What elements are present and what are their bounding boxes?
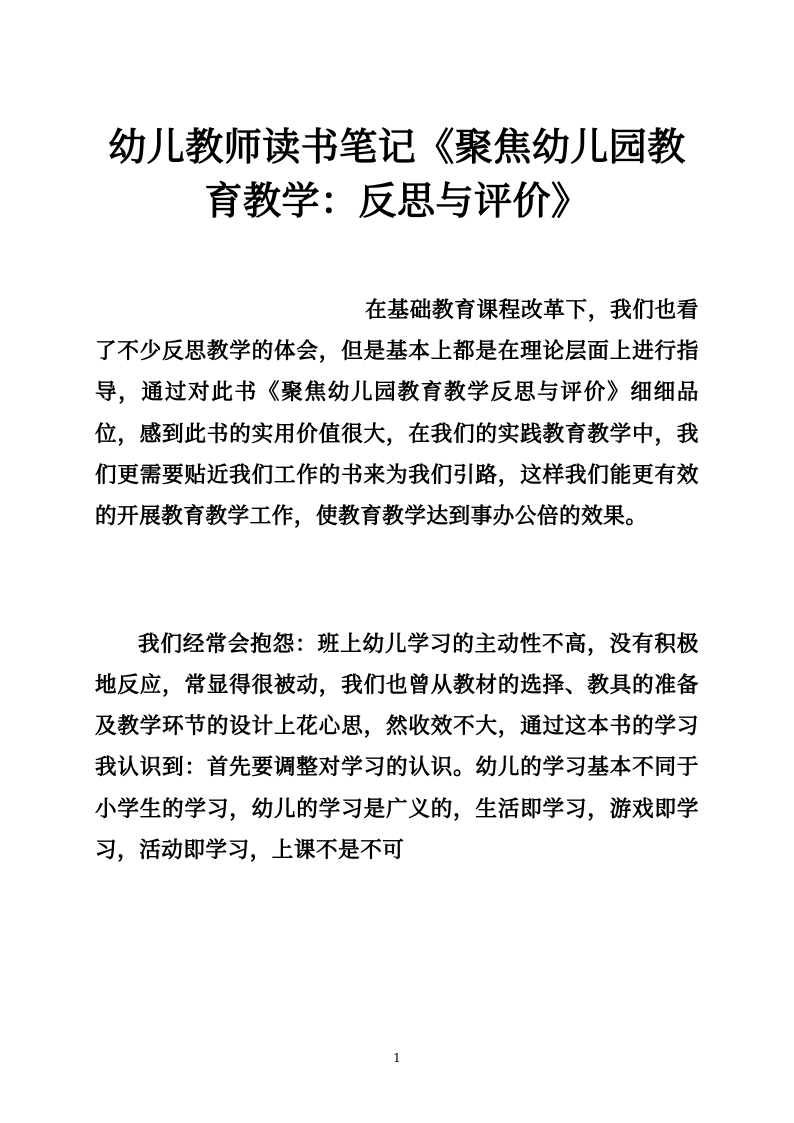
paragraph-2: 我们经常会抱怨：班上幼儿学习的主动性不高，没有积极地反应，常显得很被动，我们也曾从教材的选择、教具的准备及教学环节的设计上花心思，然收效不大，通过这本书的学习我认识到：首先要调整对学习的认识。幼儿的学习基本不同于小学生的学习，幼儿的学习是广义的，生活即学习，游戏即学习，活动即学习，上课不是不可 xyxy=(95,631,699,863)
page-number: 1 xyxy=(393,1051,401,1065)
paragraph-1-text: 在基础教育课程改革下，我们也看了不少反思教学的体会，但是基本上都是在理论层面上进行指导，通过对此书《聚焦幼儿园教育教学反思与评价》细细品位，感到此书的实用价值很大，在我们的实践教育教学中，我们更需要贴近我们工作的书来为我们引路，这样我们能更有效的开展教育教学工作，使教育教学达到事办公倍的效果。 xyxy=(95,297,699,530)
page-title: 幼儿教师读书笔记《聚焦幼儿园教育教学：反思与评价》 xyxy=(108,124,686,223)
paragraph-1 xyxy=(95,290,699,538)
